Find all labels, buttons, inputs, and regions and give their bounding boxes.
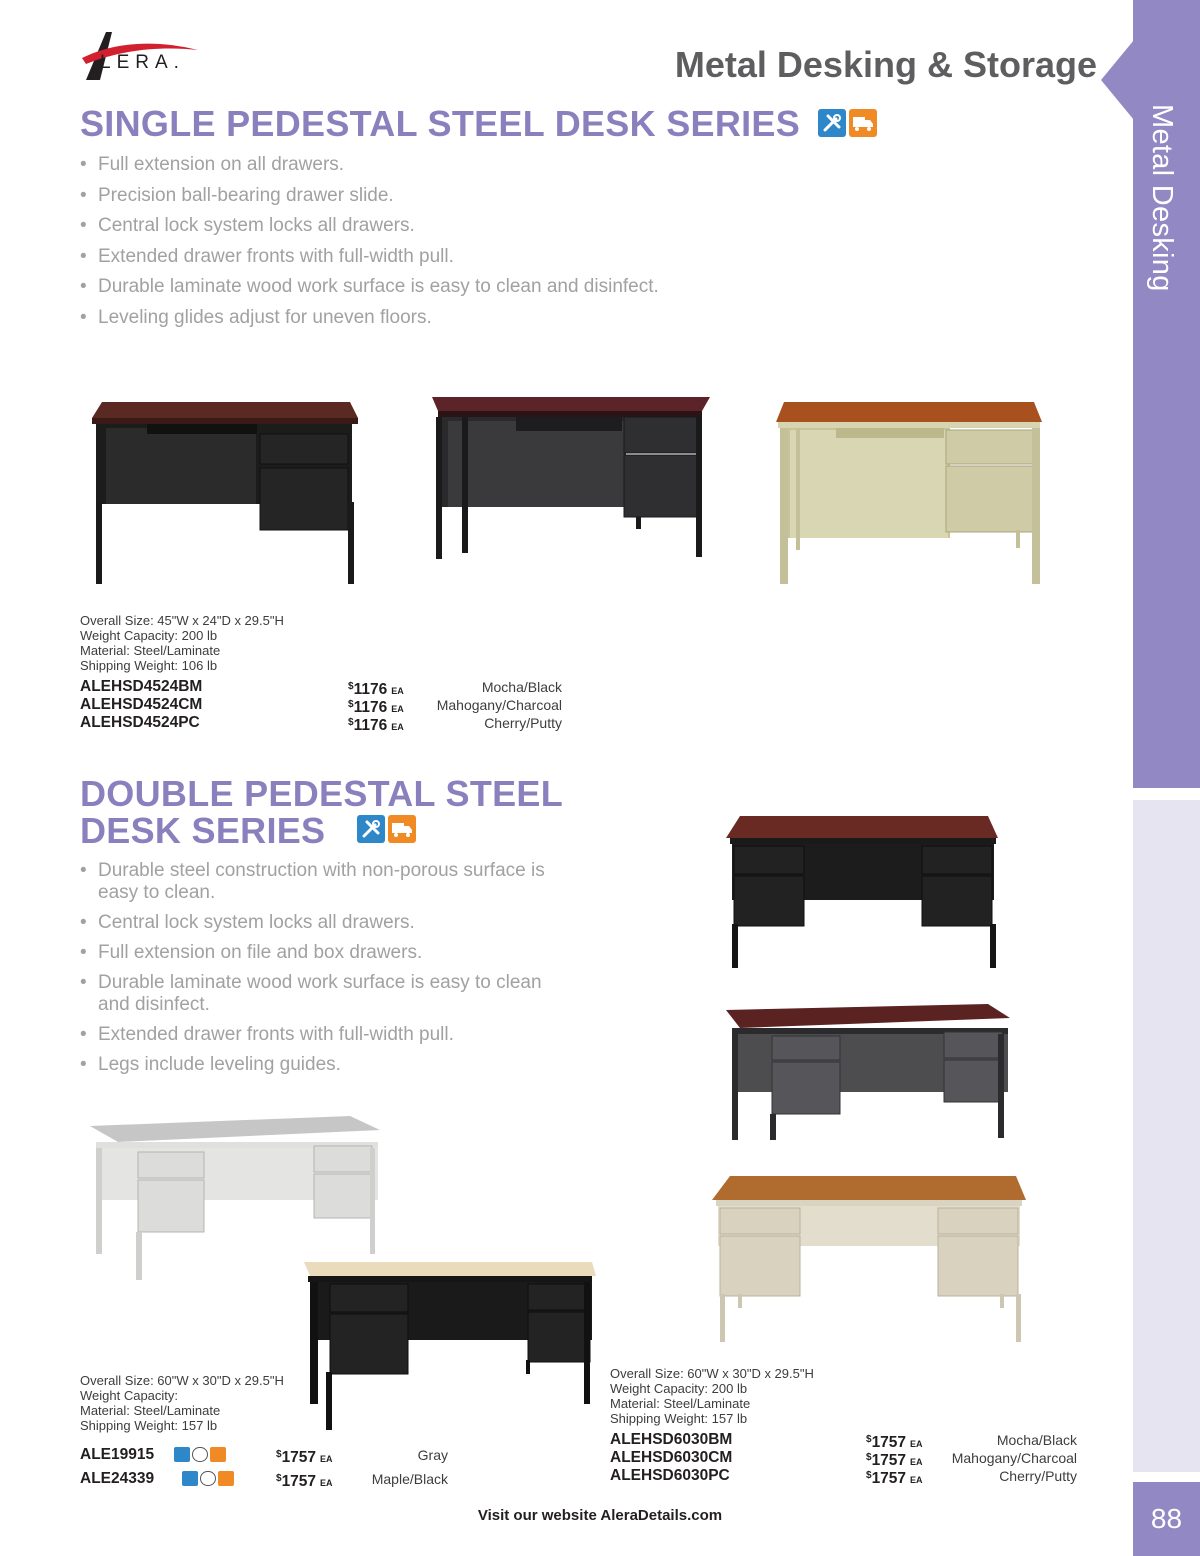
single-specs [80,613,284,673]
side-tab-label: Metal Desking [1146,104,1178,292]
desk-image-double-mahogany-charcoal [726,1004,1012,1140]
assembly-required-icon [357,815,385,843]
page-header: Metal Desking & Storage [674,44,1097,85]
sku-price: $1176 EA [348,699,404,716]
feature-item: • Extended drawer fronts with full-width pull. [80,1024,550,1046]
sku-color: Mahogany/Charcoal [951,1450,1077,1466]
desk-image-cherry-putty [776,402,1044,584]
single-section-title: SINGLE PEDESTAL STEEL DESK SERIES [80,103,801,144]
assembly-required-icon [818,109,846,137]
sku-price: $1176 EA [348,681,404,698]
sku-code: ALE24339 [80,1470,155,1487]
double-right-specs [610,1366,814,1426]
ships-freight-icon [218,1471,234,1486]
sku-row [610,1449,1077,1467]
single-feature-list [80,154,780,337]
sku-row [610,1431,1077,1449]
feature-item: • Durable laminate wood work surface is easy to clean and disinfect. [80,972,550,1016]
feature-item: • Durable laminate wood work surface is easy to clean and disinfect. [80,276,780,307]
page-number: 88 [1133,1482,1200,1556]
warranty-icon [200,1471,216,1486]
spec-line: Overall Size: 60"W x 30"D x 29.5"H [610,1366,814,1381]
sku-row [610,1467,1077,1485]
sku-row [80,696,562,714]
spec-line: Shipping Weight: 106 lb [80,658,218,673]
sku-code: ALE19915 [80,1446,155,1463]
desk-image-mahogany-charcoal [432,397,712,559]
feature-item: • Durable steel construction with non-porous surface is easy to clean. [80,860,550,904]
logo-text: LERA. [100,52,185,73]
spec-line: Shipping Weight: 157 lb [80,1418,218,1433]
sku-code: ALEHSD4524CM [80,696,203,713]
sku-color: Mocha/Black [996,1432,1077,1448]
sku-color: Mocha/Black [481,679,562,695]
feature-item: • Central lock system locks all drawers. [80,912,550,934]
sku-price: $1757 EA [276,1473,333,1490]
sku-color: Mahogany/Charcoal [436,697,562,713]
sku-price: $1176 EA [348,717,404,734]
desk-image-double-gray [90,1116,382,1280]
desk-image-double-maple-black [304,1262,596,1430]
feature-item: • Extended drawer fronts with full-width pull. [80,246,780,277]
spec-line: Shipping Weight: 157 lb [610,1411,748,1426]
sku-color: Gray [417,1447,448,1463]
sku-code: ALEHSD4524BM [80,678,203,695]
single-sku-table [80,678,562,732]
double-section-title-line2: DESK SERIES [80,810,326,851]
feature-item: • Leveling glides adjust for uneven floors. [80,307,780,338]
sku-color: Cherry/Putty [999,1468,1077,1484]
double-feature-list [80,860,550,1084]
double-section-title-line1: DOUBLE PEDESTAL STEEL [80,773,564,814]
sku-icons [174,1447,226,1462]
spec-line: Material: Steel/Laminate [610,1396,751,1411]
ships-freight-icon [210,1447,226,1462]
assembly-required-icon [174,1447,190,1462]
single-icons [818,109,877,137]
spec-line: Overall Size: 45"W x 24"D x 29.5"H [80,613,284,628]
spec-line: Material: Steel/Laminate [80,1403,221,1418]
double-left-specs [80,1373,284,1433]
sku-row [80,1467,448,1491]
desk-image-double-mocha-black [726,816,1002,968]
double-left-sku-table [80,1443,448,1491]
side-tab-pointer [1101,40,1134,120]
sku-price: $1757 EA [866,1452,923,1469]
footer-website-link[interactable]: Visit our website AleraDetails.com [477,1507,723,1524]
spec-line: Weight Capacity: 200 lb [80,628,218,643]
desk-image-double-cherry-putty [712,1176,1028,1342]
feature-item: • Full extension on file and box drawers. [80,942,550,964]
double-icons [357,815,416,843]
assembly-required-icon [182,1471,198,1486]
side-tab-lower [1133,800,1200,1472]
sku-row [80,678,562,696]
sku-code: ALEHSD6030BM [610,1431,733,1448]
feature-item: • Precision ball-bearing drawer slide. [80,185,780,216]
ships-freight-icon [849,109,877,137]
sku-price: $1757 EA [866,1434,923,1451]
sku-code: ALEHSD4524PC [80,714,200,731]
sku-code: ALEHSD6030CM [610,1449,733,1466]
sku-icons [182,1471,234,1486]
sku-code: ALEHSD6030PC [610,1467,730,1484]
sku-price: $1757 EA [276,1449,333,1466]
ships-freight-icon [388,815,416,843]
sku-row [80,714,562,732]
spec-line: Weight Capacity: [80,1388,179,1403]
spec-line: Overall Size: 60"W x 30"D x 29.5"H [80,1373,284,1388]
sku-row [80,1443,448,1467]
sku-color: Maple/Black [371,1471,448,1487]
double-right-sku-table [610,1431,1077,1485]
feature-item: • Central lock system locks all drawers. [80,215,780,246]
desk-image-mocha-black [92,402,360,586]
spec-line: Material: Steel/Laminate [80,643,221,658]
feature-item: • Full extension on all drawers. [80,154,780,185]
sku-price: $1757 EA [866,1470,923,1487]
feature-item: • Legs include leveling guides. [80,1054,550,1076]
sku-color: Cherry/Putty [484,715,562,731]
warranty-icon [192,1447,208,1462]
spec-line: Weight Capacity: 200 lb [610,1381,748,1396]
